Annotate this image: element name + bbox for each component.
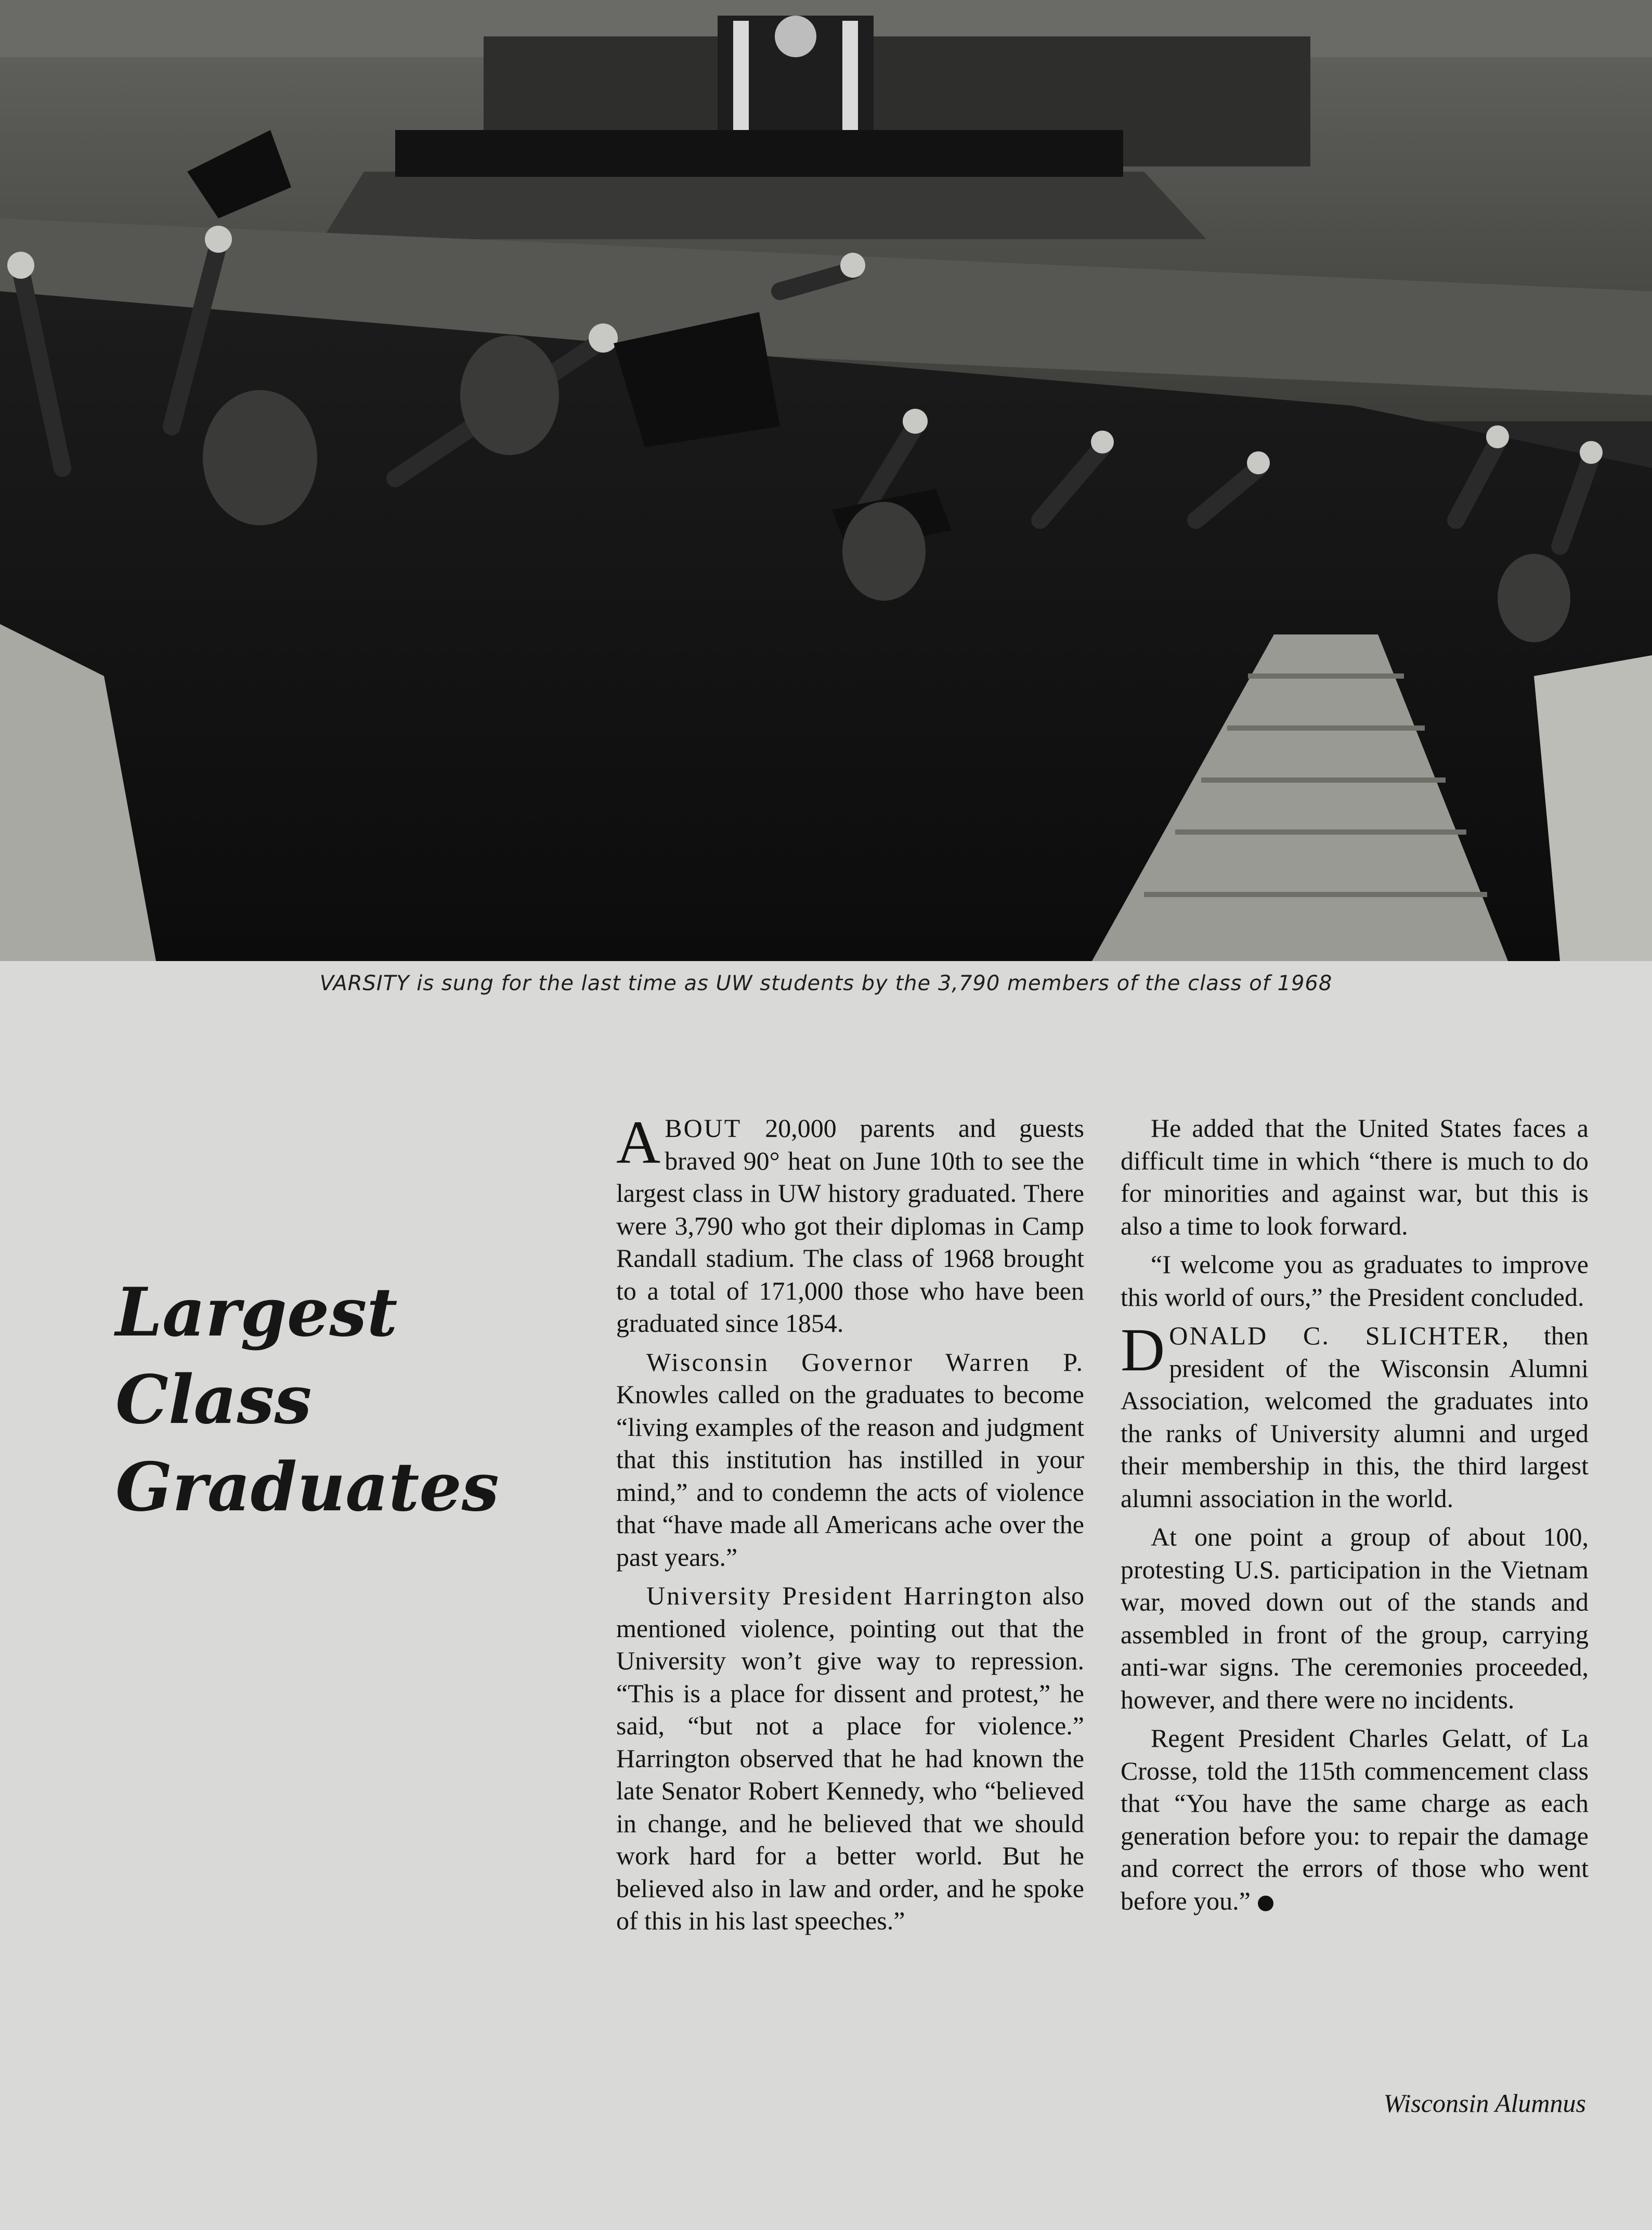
paragraph-4: He added that the United States faces a difficult time in which “there is much to do for minorities and against war, but this is also a time to look forward. (1121, 1113, 1589, 1240)
paragraph-5: “I welcome you as graduates to improve this world of ours,” the President concluded. (1121, 1250, 1589, 1312)
university-seal (775, 16, 816, 57)
paragraph-7: At one point a group of about 100, protesting U.S. participation in the Vietnam war, moved down out of the stands and assembled in front of the group, carrying anti-war signs. The ceremonies proceeded, however, and there were no incidents. (1121, 1522, 1589, 1714)
headline-line-3: Graduates (115, 1448, 499, 1526)
paragraph-1 (616, 1108, 1084, 1340)
stadium-photo-illustration (0, 0, 1652, 961)
paragraph-2-text: Knowles called on the graduates to become “living examples of the reason and judgment that this institution has instilled in your mind,” and to condemn the acts of violence that “have made all Americans ache over the past years.” (616, 1380, 1084, 1572)
paragraph-1-text: 20,000 parents and guests braved 90° heat on June 10th to see the largest class in UW history graduated. There were 3,790 who got their diplomas in Camp Randall stadium. The class of 1968 brought to a total of 171,000 those who have been graduated since 1854. (616, 1113, 1084, 1338)
drop-cap-a: A (616, 1108, 661, 1176)
end-mark-icon (1258, 1896, 1273, 1911)
paragraph-3 (616, 1579, 1084, 1937)
lead-in-slichter: ONALD C. SLICHTER, (1169, 1321, 1511, 1350)
drop-cap-d: D (1121, 1316, 1165, 1384)
paragraph-8 (1121, 1722, 1589, 1917)
article-headline (115, 1269, 499, 1531)
photo-caption: VARSITY is sung for the last time as UW students by the 3,790 members of the class of 1968 (319, 971, 1333, 995)
lead-in-president: University President Harrington (646, 1581, 1034, 1610)
paragraph-3-text: also mentioned violence, pointing out that the University won’t give way to repression. “This is a place for dissent and protest,” he said, “but not a place for violence.” Harrington observed that he had known the late Senator Robert Kennedy, who “believed in change, and he believed that we should work hard for a better world. But he believed also in law and order, and he spoke of this in his last speeches.” (616, 1581, 1084, 1935)
paragraph-8-text: Regent President Charles Gelatt, of La Crosse, told the 115th commencement class that “You have the same charge as each generation before you: to repair the damage and correct the errors of those who went before you.” (1121, 1723, 1589, 1915)
publication-name: Wisconsin Alumnus (1383, 2089, 1586, 2118)
faculty-on-stage (395, 130, 1123, 177)
article-column-2 (1121, 1112, 1589, 1923)
headline-line-1: Largest (115, 1274, 398, 1352)
article-column-1 (616, 1108, 1084, 1943)
commencement-photo (0, 0, 1652, 961)
paragraph-6 (1121, 1316, 1589, 1514)
paragraph-2 (616, 1346, 1084, 1574)
paragraph-6-text: then president of the Wisconsin Alumni Association, welcomed the graduates into the ranks of University alumni and urged their membership in this, the third largest alumni association in the world. (1121, 1321, 1589, 1513)
headline-line-2: Class (115, 1361, 312, 1439)
lead-in-governor: Wisconsin Governor Warren P. (646, 1347, 1084, 1377)
lead-in-about: BOUT (665, 1113, 742, 1143)
stage-platform (322, 172, 1206, 239)
